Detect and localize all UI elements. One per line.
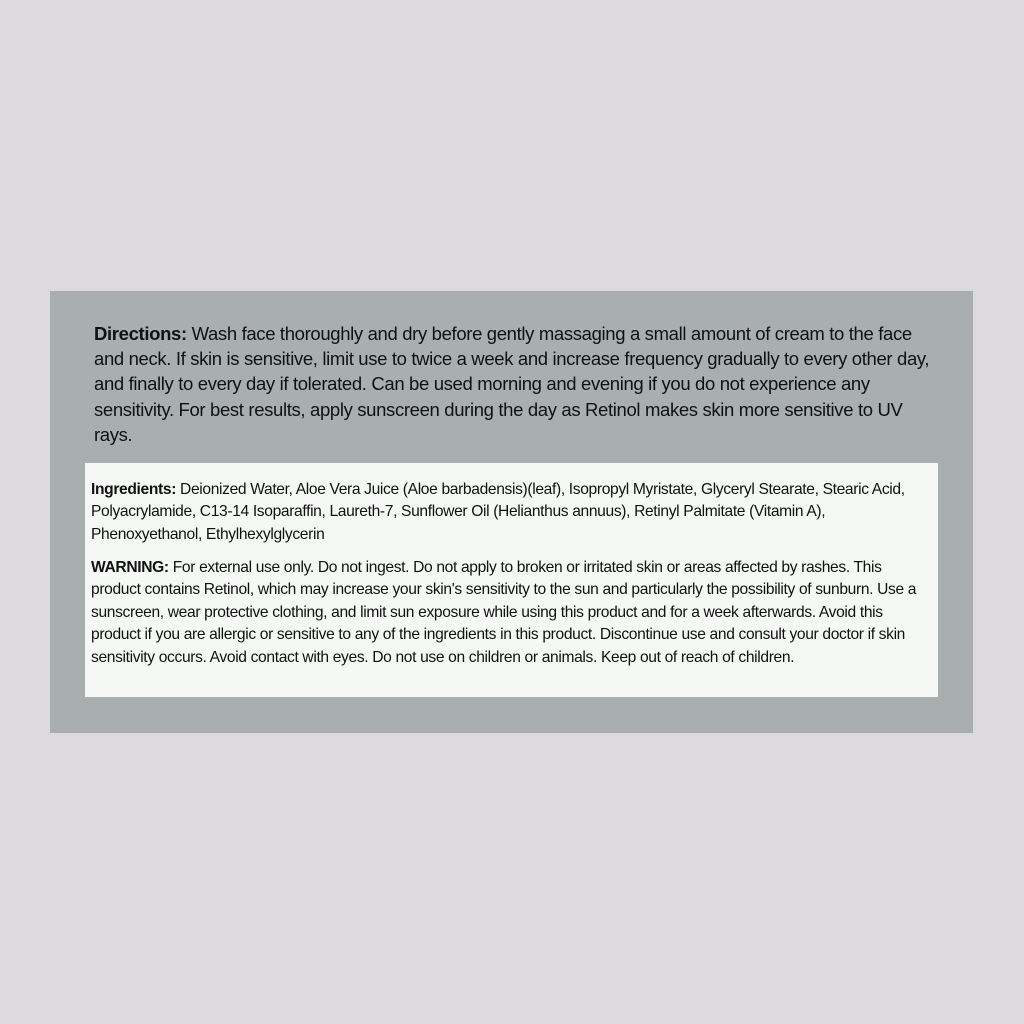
- warning-paragraph: [91, 557, 929, 669]
- ingredients-text: Deionized Water, Aloe Vera Juice (Aloe barbadensis)(leaf), Isopropyl Myristate, Glyceryl Stearate, Stearic Acid, Polyacrylamide, C13-14 Isoparaffin, Laureth-7, Sunflower Oil (Helianthus annuus), Retinyl Palmitate (Vitamin A), Phenoxyethanol, Ethylhexylglycerin: [91, 481, 905, 543]
- label-panel: [50, 291, 973, 733]
- directions-paragraph: [94, 321, 939, 447]
- ingredients-warning-box: [85, 463, 938, 697]
- ingredients-heading: Ingredients:: [91, 481, 177, 498]
- warning-text: For external use only. Do not ingest. Do not apply to broken or irritated skin or areas affected by rashes. This product contains Retinol, which may increase your skin's sensitivity to the sun and particularly the possibility of sunburn. Use a sunscreen, wear protective clothing, and limit sun exposure while using this product and for a week afterwards. Avoid this product if you are allergic or sensitive to any of the ingredients in this product. Discontinue use and consult your doctor if skin sensitivity occurs. Avoid contact with eyes. Do not use on children or animals. Keep out of reach of children.: [91, 559, 917, 666]
- ingredients-paragraph: [91, 479, 929, 546]
- directions-heading: Directions:: [94, 323, 187, 344]
- directions-text: Wash face thoroughly and dry before gently massaging a small amount of cream to the face and neck. If skin is sensitive, limit use to twice a week and increase frequency gradually to every other day, and finally to every day if tolerated. Can be used morning and evening if you do not experience any sensitivity. For best results, apply sunscreen during the day as Retinol makes skin more sensitive to UV rays.: [94, 323, 930, 445]
- warning-heading: WARNING:: [91, 559, 169, 576]
